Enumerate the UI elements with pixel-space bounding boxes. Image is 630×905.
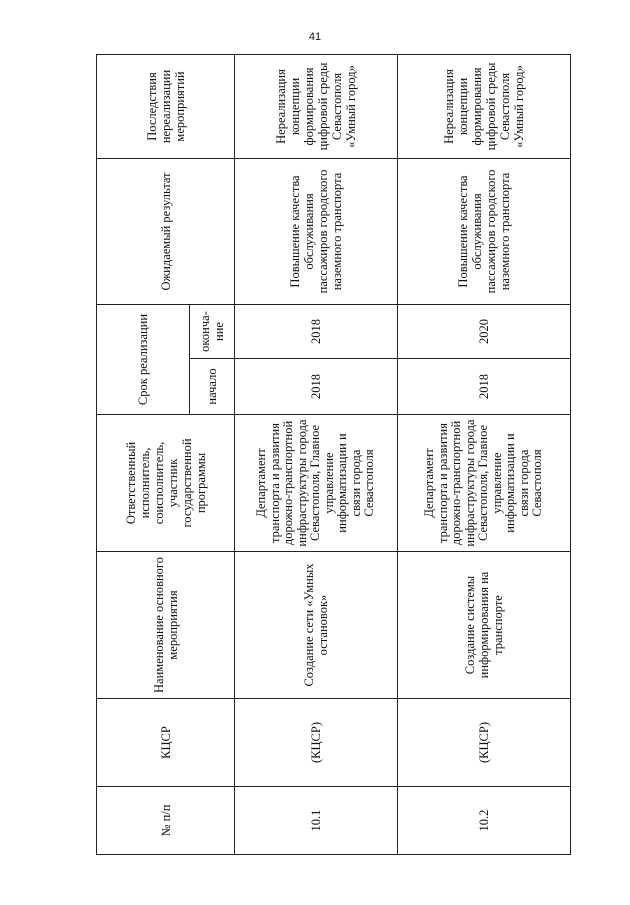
cell-start: 2018 — [235, 359, 398, 415]
cell-consequences: Нереализация концепции формирования цифровой среды Севастополя «Умный город» — [398, 54, 571, 158]
cell-result: Повышение качества обслуживания пассажиров городского наземного транспорта — [235, 158, 398, 304]
cell-consequences: Нереализация концепции формирования цифровой среды Севастополя «Умный город» — [235, 54, 398, 158]
table-row — [398, 54, 571, 854]
page-number: 41 — [308, 31, 322, 43]
cell-num: 10.2 — [398, 787, 571, 855]
cell-result: Повышение качества обслуживания пассажиров городского наземного транспорта — [398, 158, 571, 304]
cell-kcsr: (КЦСР) — [398, 699, 571, 787]
table-row — [235, 54, 398, 854]
header-consequences: Последствия нереализации мероприятий — [97, 54, 235, 158]
cell-start: 2018 — [398, 359, 571, 415]
cell-name: Создание системы информирования на транспорте — [398, 552, 571, 699]
cell-kcsr: (КЦСР) — [235, 699, 398, 787]
cell-num: 10.1 — [235, 787, 398, 855]
header-num: № п/п — [97, 787, 235, 855]
header-kcsr: КЦСР — [97, 699, 235, 787]
header-end: оконча-ние — [190, 304, 235, 358]
cell-responsible: Департамент транспорта и развития дорожно-транспортной инфраструктуры города Севастополя, Главное управление информатизации и связи города Севастополя — [398, 415, 571, 552]
cell-end: 2020 — [398, 304, 571, 358]
header-row — [97, 54, 190, 854]
measures-table — [96, 54, 571, 855]
cell-end: 2018 — [235, 304, 398, 358]
cell-responsible: Департамент транспорта и развития дорожно-транспортной инфраструктуры города Севастополя, Главное управление информатизации и связи города Севастополя — [235, 415, 398, 552]
header-term: Срок реализации — [97, 304, 190, 414]
header-responsible: Ответственный исполнитель, соисполнитель, участник государственной программы — [97, 415, 235, 552]
header-name: Наименование основного мероприятия — [97, 552, 235, 699]
cell-name: Создание сети «Умных остановок» — [235, 552, 398, 699]
measures-table-container — [96, 55, 550, 855]
header-result: Ожидаемый результат — [97, 158, 235, 304]
header-start: начало — [190, 359, 235, 415]
